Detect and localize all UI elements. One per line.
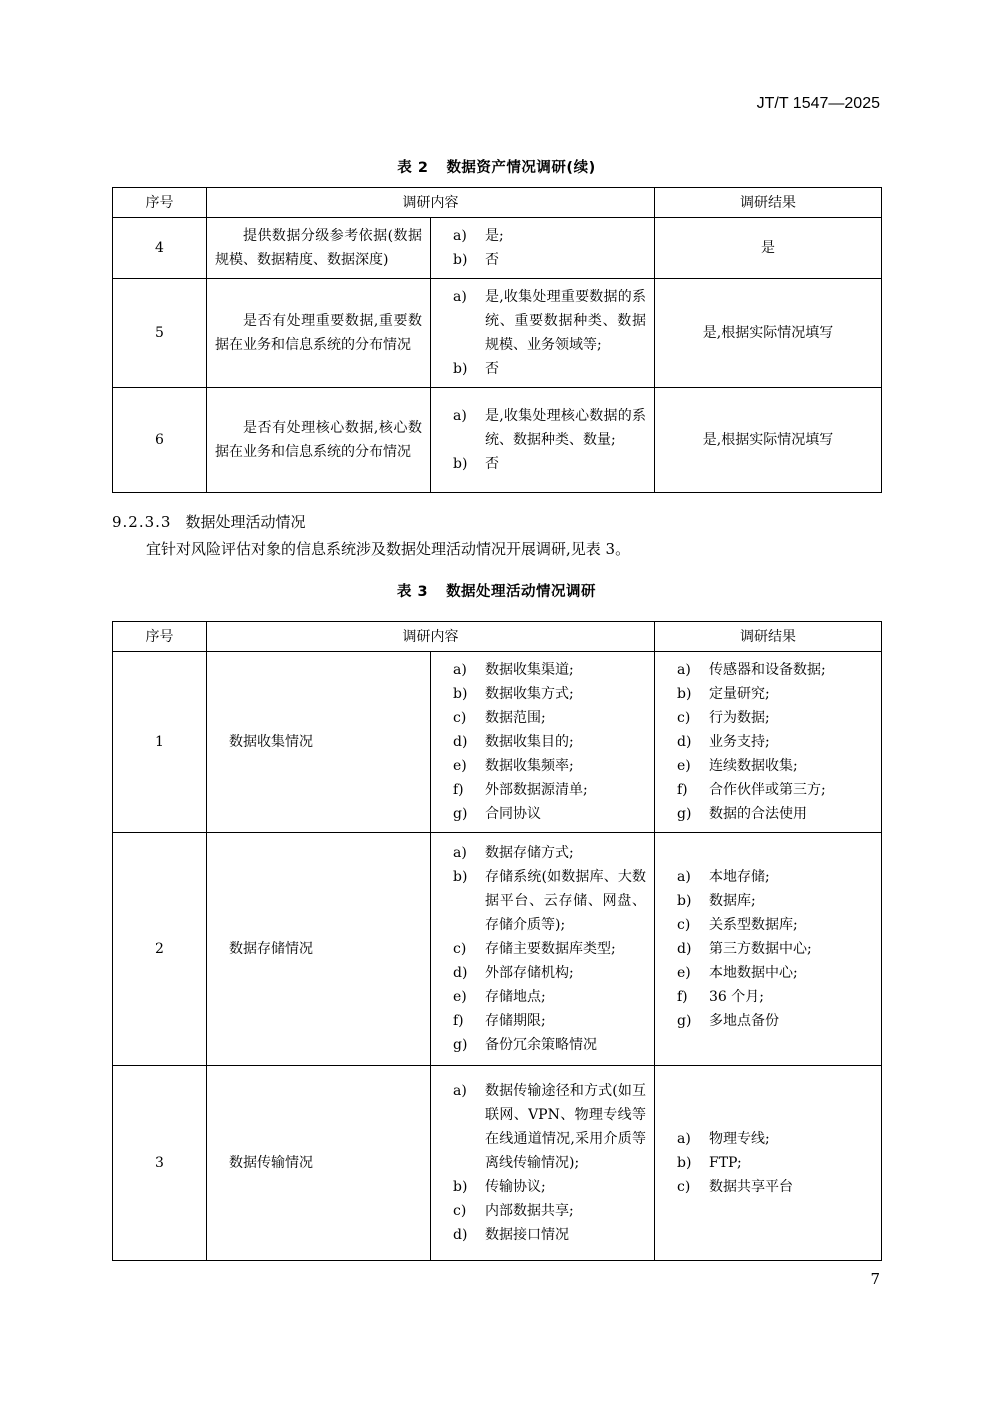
row-result: 是	[655, 218, 882, 279]
table2-caption-label: 表 2	[397, 160, 429, 176]
table-row	[113, 388, 882, 493]
table3-header-row	[113, 622, 882, 652]
row-options	[431, 388, 655, 493]
list-item: b) 否	[453, 252, 499, 268]
row-seq: 6	[113, 388, 207, 493]
row-seq: 2	[113, 833, 207, 1066]
table3-header-result: 调研结果	[655, 622, 882, 652]
table3-header-content: 调研内容	[207, 622, 655, 652]
list-item: d) 数据收集目的;	[453, 734, 574, 750]
document-code: JT/T 1547—2025	[756, 95, 880, 112]
list-item: e) 数据收集频率;	[453, 758, 574, 774]
page-number: 7	[870, 1270, 880, 1288]
list-item: f) 外部数据源清单;	[453, 782, 588, 798]
list-item: b) 否	[453, 456, 499, 472]
row-result: 是,根据实际情况填写	[655, 388, 882, 493]
list-item: c) 行为数据;	[677, 710, 770, 726]
row-seq: 4	[113, 218, 207, 279]
list-item: b) 定量研究;	[677, 686, 770, 702]
list-item: e) 本地数据中心;	[677, 965, 798, 981]
table2	[112, 187, 882, 493]
row-item: 数据传输情况	[207, 1066, 431, 1261]
row-item: 提供数据分级参考依据(数据规模、数据精度、数据深度)	[207, 218, 431, 279]
list-item: b) 数据库;	[677, 893, 756, 909]
list-item: g) 合同协议	[453, 806, 541, 822]
row-results	[655, 833, 882, 1066]
section-title: 数据处理活动情况	[185, 513, 306, 531]
row-seq: 3	[113, 1066, 207, 1261]
row-item: 是否有处理核心数据,核心数据在业务和信息系统的分布情况	[207, 388, 431, 493]
table-row	[113, 218, 882, 279]
table2-header-content: 调研内容	[207, 188, 655, 218]
row-seq: 5	[113, 279, 207, 388]
list-item: a) 数据存储方式;	[453, 845, 574, 861]
row-item: 数据收集情况	[207, 652, 431, 833]
row-item: 数据存储情况	[207, 833, 431, 1066]
list-item: g) 备份冗余策略情况	[453, 1037, 597, 1053]
list-item: a) 数据传输途径和方式(如互联网、VPN、物理专线等在线通道情况,采用介质等离线传输情况);	[453, 1083, 646, 1171]
table2-header-result: 调研结果	[655, 188, 882, 218]
list-item: b) 传输协议;	[453, 1179, 546, 1195]
row-item: 是否有处理重要数据,重要数据在业务和信息系统的分布情况	[207, 279, 431, 388]
table2-caption	[112, 156, 881, 177]
list-item: c) 数据共享平台	[677, 1179, 793, 1195]
list-item: a) 是;	[453, 228, 504, 244]
table3-header-seq: 序号	[113, 622, 207, 652]
list-item: a) 是,收集处理重要数据的系统、重要数据种类、数据规模、业务领域等;	[453, 289, 646, 353]
list-item: c) 关系型数据库;	[677, 917, 798, 933]
list-item: c) 存储主要数据库类型;	[453, 941, 616, 957]
row-options	[431, 218, 655, 279]
row-options	[431, 1066, 655, 1261]
row-options	[431, 833, 655, 1066]
list-item: d) 第三方数据中心;	[677, 941, 812, 957]
table3-caption	[112, 580, 881, 601]
list-item: e) 存储地点;	[453, 989, 546, 1005]
row-results	[655, 1066, 882, 1261]
section-heading	[112, 511, 306, 532]
list-item: g) 多地点备份	[677, 1013, 779, 1029]
table-row	[113, 1066, 882, 1261]
list-item: d) 数据接口情况	[453, 1227, 569, 1243]
row-results	[655, 652, 882, 833]
list-item: a) 数据收集渠道;	[453, 662, 574, 678]
list-item: f) 存储期限;	[453, 1013, 546, 1029]
table2-header-row	[113, 188, 882, 218]
list-item: b) 否	[453, 361, 499, 377]
table2-caption-title: 数据资产情况调研(续)	[446, 160, 596, 176]
list-item: e) 连续数据收集;	[677, 758, 798, 774]
table-row	[113, 652, 882, 833]
section-paragraph: 宜针对风险评估对象的信息系统涉及数据处理活动情况开展调研,见表 3。	[146, 540, 631, 558]
section-number: 9.2.3.3	[112, 513, 172, 531]
list-item: a) 物理专线;	[677, 1131, 770, 1147]
list-item: a) 是,收集处理核心数据的系统、数据种类、数量;	[453, 408, 646, 448]
row-options	[431, 279, 655, 388]
list-item: b) 数据收集方式;	[453, 686, 574, 702]
table-row	[113, 279, 882, 388]
list-item: c) 内部数据共享;	[453, 1203, 574, 1219]
table2-header-seq: 序号	[113, 188, 207, 218]
table-row	[113, 833, 882, 1066]
list-item: f) 36 个月;	[677, 989, 764, 1005]
list-item: d) 外部存储机构;	[453, 965, 574, 981]
list-item: a) 传感器和设备数据;	[677, 662, 826, 678]
list-item: g) 数据的合法使用	[677, 806, 807, 822]
list-item: f) 合作伙伴或第三方;	[677, 782, 826, 798]
list-item: c) 数据范围;	[453, 710, 546, 726]
row-options	[431, 652, 655, 833]
row-seq: 1	[113, 652, 207, 833]
table3-caption-title: 数据处理活动情况调研	[446, 584, 597, 600]
row-result: 是,根据实际情况填写	[655, 279, 882, 388]
table3-caption-label: 表 3	[396, 584, 429, 600]
list-item: b) FTP;	[677, 1155, 742, 1171]
list-item: b) 存储系统(如数据库、大数据平台、云存储、网盘、存储介质等);	[453, 869, 646, 933]
list-item: a) 本地存储;	[677, 869, 770, 885]
table3	[112, 621, 882, 1261]
list-item: d) 业务支持;	[677, 734, 770, 750]
